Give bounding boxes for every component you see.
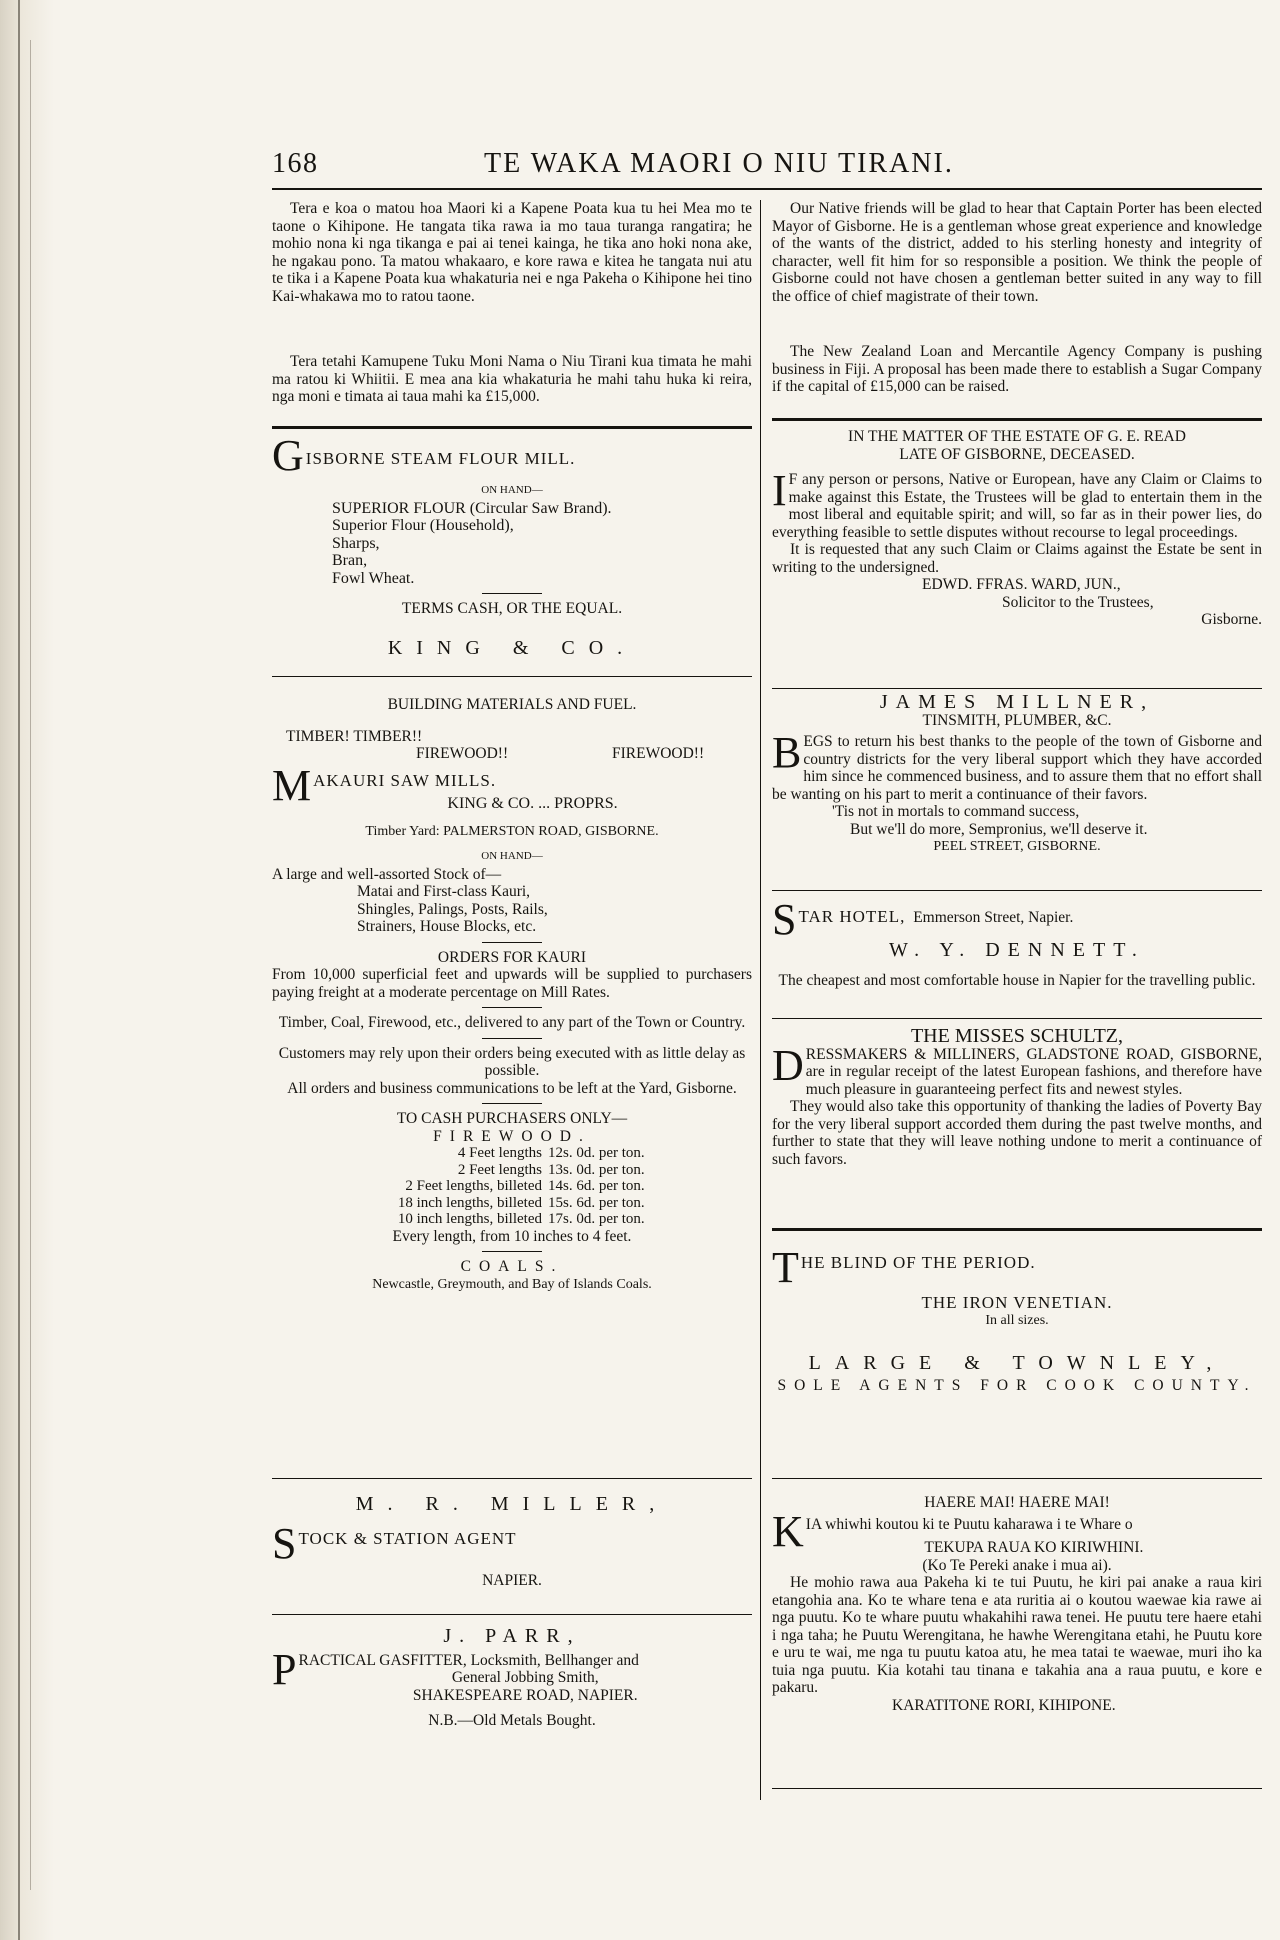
schultz-text: They would also take this opportunity of thanking the ladies of Poverty Bay for the very liberal support accorded them during the past twelve months, and further to state that they will leave nothing undone to merit a continuance of such favors. bbox=[772, 1098, 1262, 1168]
stock-agent-heading: TOCK & STATION AGENT bbox=[298, 1528, 517, 1548]
hotel-text: The cheapest and most comfortable house in Napier for the travelling public. bbox=[778, 971, 1256, 989]
estate-signature: Gisborne. bbox=[1201, 611, 1262, 628]
binding-edge-line bbox=[30, 40, 31, 1890]
price-row: 2 Feet lengths 13s. 0d. per ton. bbox=[457, 1161, 645, 1178]
section-rule bbox=[272, 1478, 752, 1479]
drop-cap: K bbox=[772, 1511, 804, 1556]
binding-edge-line bbox=[18, 0, 20, 1940]
drop-cap: T bbox=[772, 1248, 799, 1286]
parr-note: N.B.—Old Metals Bought. bbox=[428, 1712, 596, 1729]
maori-paragraph: Tera e koa o matou hoa Maori ki a Kapene Poata kua tu hei Mea mo te taone o Kihipone. He tangata tika rawa ia mo taua turanga rangatira; he mohio nona ki nga tikanga e pai ai tenei kainga, he tika ano hoki nona ake, he ngakau pono. Ta matou whakaaro, e kore rawa e kitea he tangata nui atu te tika i a Kapene Poata kua whakaturia nei e nga Pakeha o Kihipone hei tino Kai-whakawa mo to ratou taone. bbox=[272, 200, 752, 305]
delivery-text: Timber, Coal, Firewood, etc., delivered to any part of the Town or Country. bbox=[278, 1014, 746, 1031]
sole-agents-line: SOLE AGENTS FOR COOK COUNTY. bbox=[777, 1376, 1257, 1394]
tekupa-heading: TEKUPA RAUA KO KIRIWHINI. bbox=[924, 1539, 1144, 1556]
parr-line: General Jobbing Smith, bbox=[451, 1669, 599, 1686]
drop-cap: P bbox=[272, 1649, 297, 1694]
estate-signature: Solicitor to the Trustees, bbox=[1002, 593, 1154, 611]
parr-line: RACTICAL GASFITTER, Locksmith, Bellhanger and bbox=[298, 1651, 639, 1669]
parr-address: SHAKESPEARE ROAD, NAPIER. bbox=[412, 1686, 638, 1704]
english-news-1 bbox=[772, 200, 1262, 305]
miller-ad bbox=[272, 1493, 752, 1589]
estate-signature: EDWD. FFRAS. WARD, JUN., bbox=[922, 576, 1121, 593]
stock-item: Shingles, Palings, Posts, Rails, bbox=[357, 900, 548, 918]
section-rule bbox=[772, 418, 1262, 421]
orders-heading: ORDERS FOR KAURI bbox=[437, 948, 587, 966]
section-rule bbox=[772, 1478, 1262, 1479]
millner-address: PEEL STREET, GISBORNE. bbox=[933, 839, 1101, 854]
schultz-text: RESSMAKERS & MILLINERS, GLADSTONE ROAD, GISBORNE, are in regular receipt of the latest European fashions, and therefore have much pleasure in guaranteeing perfect fits and newest styles. bbox=[805, 1045, 1262, 1098]
building-materials-ad bbox=[272, 696, 752, 1293]
firewood-heading: FIREWOOD. bbox=[433, 1127, 591, 1145]
drop-cap: M bbox=[272, 765, 312, 810]
newspaper-page bbox=[272, 148, 1262, 1908]
estate-text: F any person or persons, Native or European, have any Claim or Claims to make against this Estate, the Trustees will be glad to entertain them in the most liberal and equitable spirit; and will, so far as in their power lies, do everything feasible to settle disputes without recourse to legal proceedings. bbox=[772, 471, 1262, 541]
cash-heading: TO CASH PURCHASERS ONLY— bbox=[396, 1110, 628, 1127]
blind-heading: HE BLIND OF THE PERIOD. bbox=[800, 1253, 1036, 1272]
haere-heading: HAERE MAI! HAERE MAI! bbox=[924, 1494, 1110, 1511]
on-hand-label: ON HAND— bbox=[481, 484, 543, 496]
hotel-owner: W. Y. DENNETT. bbox=[889, 939, 1145, 961]
customers-text: Customers may rely upon their orders being executed with as little delay as possible. bbox=[278, 1044, 746, 1079]
millner-quote: But we'll do more, Sempronius, we'll deserve it. bbox=[850, 820, 1148, 838]
section-rule bbox=[772, 890, 1262, 891]
stock-intro: A large and well-assorted Stock of— bbox=[272, 865, 502, 883]
flour-item: Superior Flour (Household), bbox=[332, 517, 514, 534]
section-rule bbox=[772, 1228, 1262, 1231]
price-row: 4 Feet lengths 12s. 0d. per ton. bbox=[457, 1145, 645, 1161]
millner-trade: TINSMITH, PLUMBER, &C. bbox=[922, 711, 1112, 729]
millner-name: JAMES MILLNER, bbox=[879, 691, 1155, 713]
millner-text: EGS to return his best thanks to the people of the town of Gisborne and country districts for the very liberal support which they have accorded him since he commenced business, and to assure them that no effort shall be wanting on his part to merit a continuance of their favors. bbox=[772, 733, 1262, 803]
page-number: 168 bbox=[272, 148, 319, 179]
flour-item: SUPERIOR FLOUR (Circular Saw Brand). bbox=[332, 499, 612, 517]
star-hotel-ad bbox=[772, 900, 1262, 989]
price-row: 18 inch lengths, billeted 15s. 6d. per ton. bbox=[397, 1194, 645, 1211]
parr-ad bbox=[272, 1625, 752, 1730]
orders-text: From 10,000 superficial feet and upwards will be supplied to purchasers paying freight at a moderate percentage on Mill Rates. bbox=[272, 966, 752, 1001]
drop-cap: S bbox=[772, 900, 797, 938]
flour-item: Bran, bbox=[332, 552, 368, 569]
price-row: 2 Feet lengths, billeted 14s. 6d. per ton. bbox=[405, 1178, 645, 1194]
haere-subheading: (Ko Te Pereki anake i mua ai). bbox=[922, 1556, 1112, 1574]
on-hand-label: ON HAND— bbox=[481, 850, 543, 862]
timber-line: TIMBER! TIMBER!! bbox=[286, 727, 423, 745]
english-news-2 bbox=[772, 343, 1262, 396]
column-divider bbox=[760, 200, 761, 1800]
masthead bbox=[272, 148, 1262, 188]
orders-location-text: All orders and business communications to be left at the Yard, Gisborne. bbox=[287, 1079, 737, 1097]
firm-name: KING & CO. bbox=[387, 636, 637, 659]
english-paragraph: Our Native friends will be glad to hear that Captain Porter has been elected Mayor of Gisborne. He is a gentleman whose great experience and knowledge of the wants of the district, added to his sterling honesty and integrity of character, well fit him for so responsible a position. We think the people of Gisborne could not have chosen a gentleman better suited in any way to fill the office of chief magistrate of their town. bbox=[772, 200, 1262, 305]
estate-notice bbox=[772, 428, 1262, 629]
firewood-text: FIREWOOD!! bbox=[612, 744, 705, 762]
price-row: 10 inch lengths, billeted 17s. 0d. per ton. bbox=[397, 1211, 645, 1227]
maori-news-2 bbox=[272, 353, 752, 406]
haere-line: IA whiwhi koutou ki te Puutu kaharawa i te Whare o bbox=[805, 1515, 1133, 1533]
estate-heading: IN THE MATTER OF THE ESTATE OF G. E. READ bbox=[848, 428, 1186, 445]
terms-line: TERMS CASH, OR THE EQUAL. bbox=[401, 600, 623, 617]
newspaper-title: TE WAKA MAORI O NIU TIRANI. bbox=[484, 148, 954, 179]
section-rule bbox=[772, 688, 1262, 689]
hotel-location: Emmerson Street, Napier. bbox=[913, 909, 1074, 926]
section-rule bbox=[272, 676, 752, 677]
timber-yard-address: Timber Yard: PALMERSTON ROAD, GISBORNE. bbox=[365, 823, 659, 839]
proprietors-line: KING & CO. ... PROPRS. bbox=[447, 795, 618, 812]
schultz-ad bbox=[772, 1025, 1262, 1168]
binding-gutter bbox=[0, 0, 54, 1940]
flour-mill-heading: ISBORNE STEAM FLOUR MILL. bbox=[305, 449, 576, 468]
sizes-text: In all sizes. bbox=[985, 1312, 1049, 1328]
masthead-rule bbox=[272, 188, 1262, 190]
english-paragraph: The New Zealand Loan and Mercantile Agency Company is pushing business in Fiji. A proposal has been made there to establish a Sugar Company if the capital of £15,000 can be raised. bbox=[772, 343, 1262, 395]
schultz-heading: THE MISSES SCHULTZ, bbox=[910, 1025, 1124, 1047]
stock-item: Matai and First-class Kauri, bbox=[357, 883, 531, 900]
coals-heading: COALS. bbox=[460, 1258, 564, 1275]
iron-venetian-heading: THE IRON VENETIAN. bbox=[921, 1293, 1113, 1312]
haere-text: He mohio rawa aua Pakeha ki te tui Puutu, he kiri pai anake a raua kiri etangohia ana. Ko te whare tena e ata ruritia ai o koutou waewae kia rawe ai nga puutu. Ko te whare puutu whakahihi rawa tenei. He puutu tere haere etahi i nga taha; he Puutu Werengitana, he hawhe Werengitana etahi, he Puutu kore e uru te wai, me nga tu puutu katoa atu, he mea tatai te waewae, muri iho ka tuia nga puutu. Kia kotahi tau tinana e takahia ana a raua puutu, e kore e pakaru. bbox=[772, 1574, 1262, 1696]
miller-name: M. R. MILLER, bbox=[355, 1493, 669, 1515]
stock-item: Strainers, House Blocks, etc. bbox=[357, 918, 537, 935]
large-townley-name: LARGE & TOWNLEY, bbox=[808, 1352, 1226, 1374]
flour-mill-ad bbox=[272, 436, 752, 657]
mill-name: AKAURI SAW MILLS. bbox=[313, 770, 497, 790]
drop-cap: S bbox=[272, 1523, 297, 1562]
drop-cap: G bbox=[272, 436, 304, 474]
section-rule bbox=[272, 426, 752, 429]
drop-cap: D bbox=[772, 1045, 804, 1090]
flour-item: Fowl Wheat. bbox=[332, 569, 415, 587]
drop-cap: B bbox=[772, 733, 802, 777]
section-rule bbox=[272, 1614, 752, 1615]
section-rule bbox=[772, 1788, 1262, 1789]
haere-signature: KARATITONE RORI, KIHIPONE. bbox=[892, 1696, 1116, 1714]
firewood-text: FIREWOOD!! bbox=[416, 744, 509, 762]
millner-ad bbox=[772, 691, 1262, 856]
estate-heading: LATE OF GISBORNE, DECEASED. bbox=[899, 445, 1135, 463]
venetian-blind-ad bbox=[772, 1248, 1262, 1394]
miller-place: NAPIER. bbox=[482, 1571, 542, 1589]
hotel-name: TAR HOTEL, bbox=[798, 907, 906, 926]
parr-name: J. PARR, bbox=[443, 1625, 581, 1647]
every-length-text: Every length, from 10 inches to 4 feet. bbox=[392, 1227, 632, 1245]
estate-text: It is requested that any such Claim or Claims against the Estate be sent in writing to the undersigned. bbox=[772, 541, 1262, 576]
millner-quote: 'Tis not in mortals to command success, bbox=[832, 803, 1080, 820]
maori-paragraph: Tera tetahi Kamupene Tuku Moni Nama o Niu Tirani kua timata he mahi ma ratou ki Whiitii. E mea ana kia whakaturia he mahi tahu huka ki reira, nga moni e timata ai taua mahi ka £15,000. bbox=[272, 353, 752, 405]
haere-mai-ad bbox=[772, 1494, 1262, 1714]
section-rule bbox=[772, 1018, 1262, 1019]
drop-cap: I bbox=[772, 471, 787, 515]
maori-news-1 bbox=[272, 200, 752, 305]
building-heading: BUILDING MATERIALS AND FUEL. bbox=[387, 696, 637, 713]
coals-text: Newcastle, Greymouth, and Bay of Islands Coals. bbox=[372, 1276, 652, 1292]
flour-item: Sharps, bbox=[332, 534, 380, 552]
